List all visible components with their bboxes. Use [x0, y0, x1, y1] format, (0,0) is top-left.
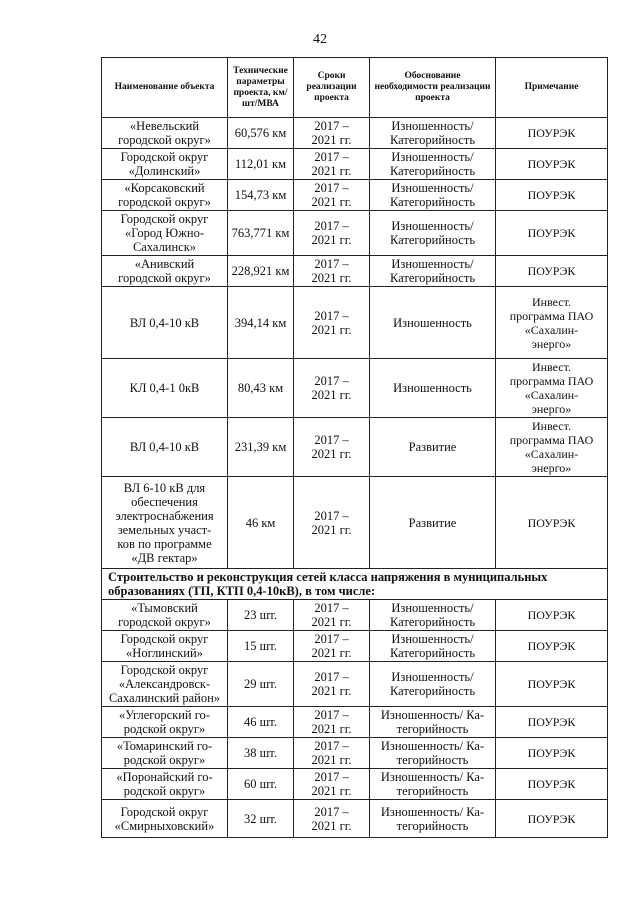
cell-timeline: 2017 – 2021 гг. [294, 418, 370, 477]
table-row [102, 631, 608, 662]
cell-timeline: 2017 – 2021 гг. [294, 662, 370, 707]
header-justification: Обоснование необходимости реализации проекта [370, 58, 496, 118]
table-row [102, 418, 608, 477]
cell-justification: Изношенность/ Категорийность [370, 149, 496, 180]
cell-timeline: 2017 – 2021 гг. [294, 800, 370, 838]
cell-justification: Развитие [370, 418, 496, 477]
table-row [102, 662, 608, 707]
header-technical-params: Технические параметры проекта, км/шт/МВА [228, 58, 294, 118]
cell-note: ПОУРЭК [496, 149, 608, 180]
cell-technical-params: 228,921 км [228, 256, 294, 287]
cell-timeline: 2017 – 2021 гг. [294, 738, 370, 769]
cell-technical-params: 231,39 км [228, 418, 294, 477]
cell-object-name: Городской округ «Город Южно- Сахалинск» [102, 211, 228, 256]
cell-technical-params: 15 шт. [228, 631, 294, 662]
cell-object-name: «Корсаковский городской округ» [102, 180, 228, 211]
table-body-networks [102, 118, 608, 569]
cell-justification: Изношенность/ Категорийность [370, 211, 496, 256]
cell-justification: Изношенность [370, 287, 496, 359]
section-row [102, 569, 608, 600]
cell-justification: Изношенность/ Ка- тегорийность [370, 707, 496, 738]
cell-justification: Изношенность/ Категорийность [370, 180, 496, 211]
cell-timeline: 2017 – 2021 гг. [294, 180, 370, 211]
page-number: 42 [313, 32, 327, 47]
cell-object-name: «Углегорский го- родской округ» [102, 707, 228, 738]
cell-justification: Изношенность/ Ка- тегорийность [370, 738, 496, 769]
cell-note: ПОУРЭК [496, 211, 608, 256]
cell-justification: Изношенность/ Категорийность [370, 631, 496, 662]
cell-object-name: ВЛ 0,4-10 кВ [102, 418, 228, 477]
cell-justification: Изношенность/ Категорийность [370, 118, 496, 149]
table-row [102, 118, 608, 149]
table-row [102, 707, 608, 738]
cell-object-name: Городской округ «Ноглинский» [102, 631, 228, 662]
cell-note: Инвест. программа ПАО «Сахалин- энерго» [496, 287, 608, 359]
cell-technical-params: 60,576 км [228, 118, 294, 149]
cell-object-name: «Поронайский го- родской округ» [102, 769, 228, 800]
header-timeline: Сроки реализации проекта [294, 58, 370, 118]
cell-object-name: «Невельский городской округ» [102, 118, 228, 149]
cell-timeline: 2017 – 2021 гг. [294, 118, 370, 149]
cell-note: Инвест. программа ПАО «Сахалин- энерго» [496, 418, 608, 477]
table-row [102, 287, 608, 359]
cell-timeline: 2017 – 2021 гг. [294, 359, 370, 418]
cell-technical-params: 46 км [228, 477, 294, 569]
cell-technical-params: 154,73 км [228, 180, 294, 211]
header-note: Примечание [496, 58, 608, 118]
cell-note: ПОУРЭК [496, 800, 608, 838]
table-section [102, 569, 608, 600]
cell-technical-params: 394,14 км [228, 287, 294, 359]
cell-note: ПОУРЭК [496, 180, 608, 211]
cell-object-name: ВЛ 0,4-10 кВ [102, 287, 228, 359]
cell-object-name: Городской округ «Александровск- Сахалинский район» [102, 662, 228, 707]
table-row [102, 800, 608, 838]
cell-object-name: ВЛ 6-10 кВ для обеспечения электроснабжения земельных участ- ков по программе «ДВ гектар» [102, 477, 228, 569]
cell-note: ПОУРЭК [496, 631, 608, 662]
cell-timeline: 2017 – 2021 гг. [294, 631, 370, 662]
cell-timeline: 2017 – 2021 гг. [294, 211, 370, 256]
cell-justification: Изношенность/ Категорийность [370, 256, 496, 287]
cell-note: ПОУРЭК [496, 118, 608, 149]
cell-note: ПОУРЭК [496, 662, 608, 707]
table-body-substations [102, 600, 608, 838]
cell-technical-params: 38 шт. [228, 738, 294, 769]
cell-timeline: 2017 – 2021 гг. [294, 256, 370, 287]
cell-timeline: 2017 – 2021 гг. [294, 769, 370, 800]
cell-justification: Изношенность [370, 359, 496, 418]
table-row [102, 149, 608, 180]
table-row [102, 359, 608, 418]
cell-note: ПОУРЭК [496, 738, 608, 769]
cell-note: Инвест. программа ПАО «Сахалин- энерго» [496, 359, 608, 418]
cell-object-name: «Анивский городской округ» [102, 256, 228, 287]
table-row [102, 738, 608, 769]
cell-object-name: «Томаринский го- родской округ» [102, 738, 228, 769]
cell-technical-params: 763,771 км [228, 211, 294, 256]
table-row [102, 211, 608, 256]
cell-timeline: 2017 – 2021 гг. [294, 600, 370, 631]
cell-justification: Изношенность/ Категорийность [370, 600, 496, 631]
cell-timeline: 2017 – 2021 гг. [294, 287, 370, 359]
cell-object-name: «Тымовский городской округ» [102, 600, 228, 631]
cell-note: ПОУРЭК [496, 256, 608, 287]
table-row [102, 477, 608, 569]
cell-justification: Развитие [370, 477, 496, 569]
table-row [102, 600, 608, 631]
cell-note: ПОУРЭК [496, 477, 608, 569]
cell-timeline: 2017 – 2021 гг. [294, 707, 370, 738]
cell-timeline: 2017 – 2021 гг. [294, 149, 370, 180]
cell-object-name: КЛ 0,4-1 0кВ [102, 359, 228, 418]
table-header-row [102, 58, 608, 118]
header-object-name: Наименование объекта [102, 58, 228, 118]
cell-note: ПОУРЭК [496, 600, 608, 631]
table-row [102, 769, 608, 800]
cell-justification: Изношенность/ Ка- тегорийность [370, 769, 496, 800]
cell-justification: Изношенность/ Ка- тегорийность [370, 800, 496, 838]
cell-justification: Изношенность/ Категорийность [370, 662, 496, 707]
cell-technical-params: 112,01 км [228, 149, 294, 180]
table-row [102, 180, 608, 211]
cell-technical-params: 23 шт. [228, 600, 294, 631]
cell-technical-params: 60 шт. [228, 769, 294, 800]
cell-technical-params: 29 шт. [228, 662, 294, 707]
cell-technical-params: 32 шт. [228, 800, 294, 838]
cell-note: ПОУРЭК [496, 769, 608, 800]
table-row [102, 256, 608, 287]
cell-technical-params: 46 шт. [228, 707, 294, 738]
cell-timeline: 2017 – 2021 гг. [294, 477, 370, 569]
cell-object-name: Городской округ «Долинский» [102, 149, 228, 180]
section-title: Строительство и реконструкция сетей класса напряжения в муниципальных образованиях (ТП, КТП 0,4-10кВ), в том числе: [102, 569, 608, 600]
projects-table [101, 57, 608, 838]
cell-object-name: Городской округ «Смирныховский» [102, 800, 228, 838]
cell-note: ПОУРЭК [496, 707, 608, 738]
cell-technical-params: 80,43 км [228, 359, 294, 418]
